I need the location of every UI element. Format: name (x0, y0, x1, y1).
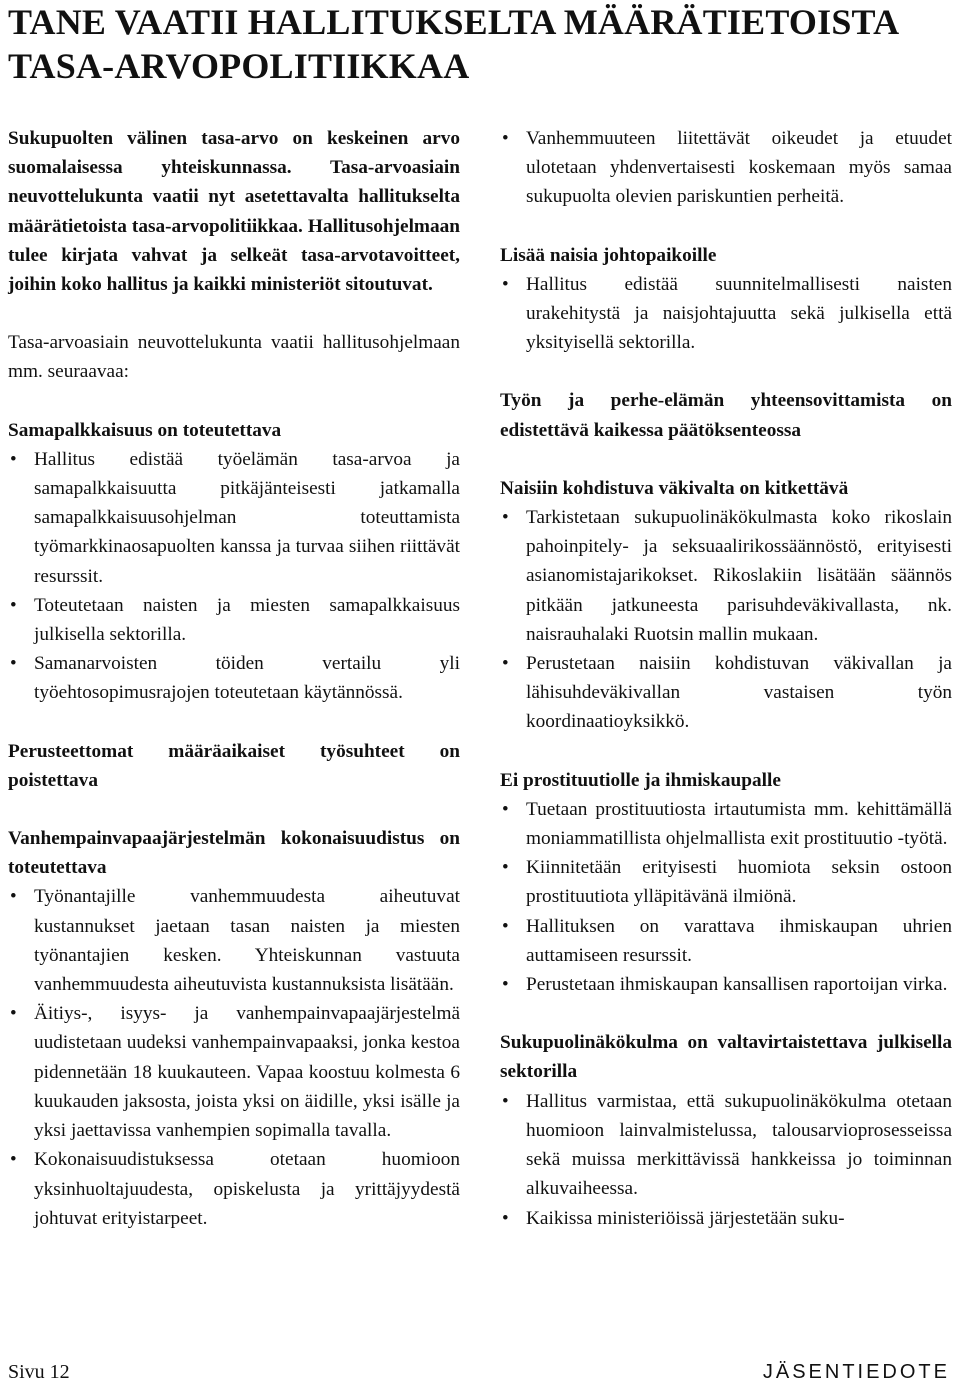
article-header (8, 0, 956, 88)
section-women-leadership (500, 241, 952, 358)
list-item: • Äitiys-, isyys- ja vanhempainvapaajärjestelmä uudistetaan uudeksi vanhempainvapaaksi, jonka kestoa pidennetään 18 kuukauteen. Vapaa koostuu kolmesta 6 kuukauden jaksosta, joista yksi on äidille, yksi isälle ja yksi jaettavissa vanhempien sopimalla tavalla. (8, 999, 460, 1145)
section-gender-mainstreaming (500, 1028, 952, 1232)
bullet-list (500, 1087, 952, 1233)
section-heading: Lisää naisia johtopaikoille (500, 244, 717, 266)
section-heading: Samapalkkaisuus on toteutettava (8, 419, 282, 441)
intro-lead-paragraph: Sukupuolten välinen tasa-arvo on keskeinen arvo suomalaisessa yhteiskunnassa. Tasa-arvoasiain neuvottelukunta vaatii nyt asetettavalta hallitukselta määrätietoista tasa-arvopolitiikkaa. Hallitusohjelmaan tulee kirjata vahvat ja selkeät tasa-arvotavoitteet, joihin koko hallitus ja kaikki ministeriöt sitoutuvat. (8, 128, 460, 296)
bullet-list (500, 503, 952, 737)
left-column (8, 124, 460, 1233)
list-item: • Hallitus edistää työelämän tasa-arvoa ja samapalkkaisuutta pitkäjänteisesti jatkamalla samapalkkaisuusohjelman toteuttamista työmarkkinaosapuolten kanssa ja turvaa siihen riittävät resurssit. (8, 445, 460, 591)
article-title (8, 0, 956, 88)
list-item: • Työnantajille vanhemmuudesta aiheutuvat kustannukset jaetaan tasan naisten ja miesten työnantajien kesken. Yhteiskunnan vastuuta vanhemmuudesta aiheutuvista kustannuksista lisätään. (8, 882, 460, 999)
list-item: • Kiinnitetään erityisesti huomiota seksin ostoon prostituutiota ylläpitävänä ilmiönä. (500, 853, 952, 911)
page-number: Sivu 12 (8, 1361, 70, 1383)
title-line-2: TASA-ARVOPOLITIIKKAA (8, 46, 470, 86)
publication-name: JÄSENTIEDOTE (762, 1361, 950, 1383)
title-line-1: TANE VAATII HALLITUKSELTA MÄÄRÄTIETOISTA (8, 2, 900, 42)
section-heading: Naisiin kohdistuva väkivalta on kitkettävä (500, 477, 849, 499)
right-column (500, 124, 952, 1233)
bullet-list (500, 270, 952, 358)
bullet-list (500, 124, 952, 212)
list-item: • Tuetaan prostituutiosta irtautumista mm. kehittämällä moniammatillista ohjelmallista exit prostituutio -työtä. (500, 795, 952, 853)
list-item: • Samanarvoisten töiden vertailu yli työehtosopimusrajojen toteutetaan käytännössä. (8, 649, 460, 707)
section-equal-pay (8, 416, 460, 708)
section-prostitution-trafficking (500, 766, 952, 1000)
section-parental-rights-continued (500, 124, 952, 212)
section-parental-leave (8, 824, 460, 1233)
list-item: • Hallitus edistää suunnitelmallisesti naisten urakehitystä ja naisjohtajuutta sekä julkisella että yksityisellä sektorilla. (500, 270, 952, 358)
list-item: • Kokonaisuudistuksessa otetaan huomioon yksinhuoltajuudesta, opiskelusta ja yrittäjyydestä johtuvat erityistarpeet. (8, 1145, 460, 1233)
section-violence-against-women (500, 474, 952, 737)
list-item: • Tarkistetaan sukupuolinäkökulmasta koko rikoslain pahoinpitely- ja seksuaalirikossäännöstö, erityisesti asianomistajarikokset. Rikoslakiin lisätään säännös pitkään jatkuneesta parisuhdeväkivallasta, nk. naisrauhalaki Ruotsin mallin mukaan. (500, 503, 952, 649)
bullet-list (500, 795, 952, 999)
intro-paragraph: Tasa-arvoasiain neuvottelukunta vaatii hallitusohjelmaan mm. seuraavaa: (8, 332, 460, 383)
section-heading: Perusteettomat määräaikaiset työsuhteet on poistettava (8, 740, 460, 791)
section-work-family (500, 386, 952, 444)
section-fixed-term-contracts (8, 737, 460, 795)
list-item: • Hallituksen on varattava ihmiskaupan uhrien auttamiseen resurssit. (500, 912, 952, 970)
bullet-list (8, 882, 460, 1232)
section-heading: Ei prostituutiolle ja ihmiskaupalle (500, 769, 781, 791)
section-heading: Sukupuolinäkökulma on valtavirtaistettava julkisella sektorilla (500, 1032, 952, 1083)
list-item: • Perustetaan ihmiskaupan kansallisen raportoijan virka. (500, 970, 952, 999)
list-item: • Vanhemmuuteen liitettävät oikeudet ja etuudet ulotetaan yhdenvertaisesti koskemaan myös samaa sukupuolta olevien pariskuntien perheitä. (500, 124, 952, 212)
bullet-list (8, 445, 460, 708)
section-heading: Vanhempainvapaajärjestelmän kokonaisuudistus on toteutettava (8, 828, 460, 879)
list-item: • Kaikissa ministeriöissä järjestetään suku- (500, 1204, 952, 1233)
section-heading: Työn ja perhe-elämän yhteensovittamista on edistettävä kaikessa päätöksenteossa (500, 390, 952, 441)
list-item: • Toteutetaan naisten ja miesten samapalkkaisuus julkisella sektorilla. (8, 591, 460, 649)
list-item: • Hallitus varmistaa, että sukupuolinäkökulma otetaan huomioon lainvalmistelussa, talousarvioprosesseissa sekä muissa merkittävissä hankkeissa jo toiminnan alkuvaiheessa. (500, 1087, 952, 1204)
list-item: • Perustetaan naisiin kohdistuvan väkivallan ja lähisuhdeväkivallan vastaisen työn koordinaatioyksikkö. (500, 649, 952, 737)
